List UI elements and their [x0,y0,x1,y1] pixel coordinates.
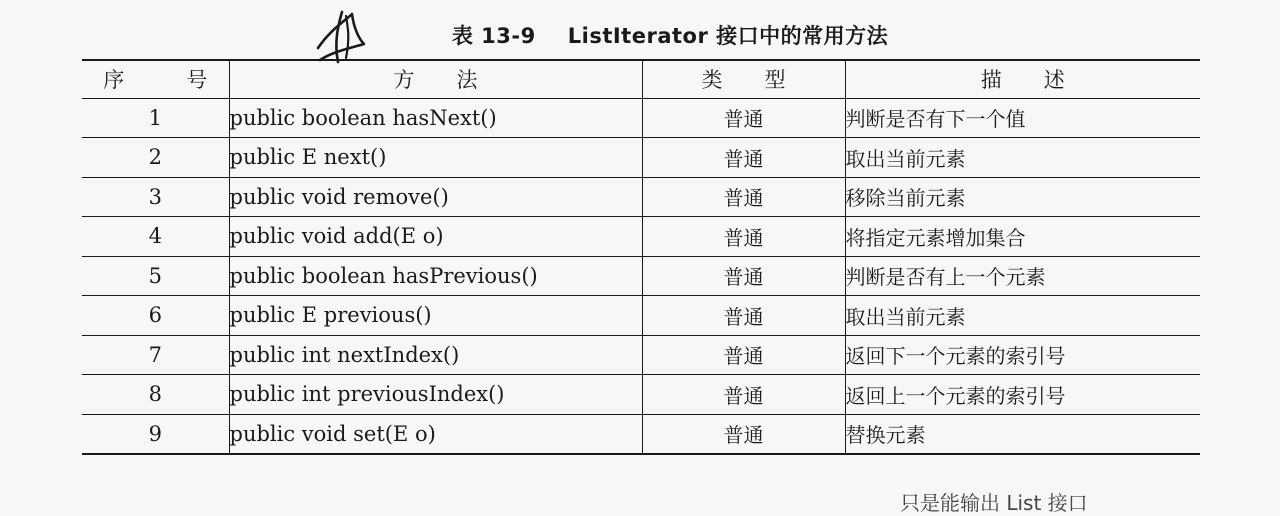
row-method: public E previous() [229,296,642,336]
row-method: public int previousIndex() [229,375,642,415]
row-method: public boolean hasNext() [229,98,642,138]
header-desc: 描 述 [845,60,1200,98]
row-type: 普通 [642,375,845,415]
table-row [82,296,1200,336]
methods-table [82,59,1200,455]
row-desc: 将指定元素增加集合 [845,217,1200,257]
row-no: 4 [148,224,162,249]
row-no: 7 [148,342,162,367]
table-title: ListIterator 接口中的常用方法 [567,24,889,48]
header-row [82,60,1200,98]
row-desc: 返回下一个元素的索引号 [845,335,1200,375]
header-type: 类 型 [642,60,845,98]
row-type: 普通 [642,177,845,217]
header-no: 序 号 [103,68,208,93]
row-no: 6 [148,303,162,328]
table-row [82,98,1200,138]
row-desc: 替换元素 [845,414,1200,454]
table-number: 表 13-9 [451,24,536,48]
table-row [82,256,1200,296]
table-row [82,414,1200,454]
table-row [82,217,1200,257]
row-no: 1 [148,105,162,130]
table-row [82,177,1200,217]
row-type: 普通 [642,256,845,296]
row-desc: 判断是否有上一个元素 [845,256,1200,296]
row-no: 9 [148,421,162,446]
row-type: 普通 [642,335,845,375]
row-desc: 取出当前元素 [845,296,1200,336]
row-no: 2 [148,145,162,170]
row-method: public E next() [229,138,642,178]
table-caption [0,20,1280,50]
table-row [82,375,1200,415]
row-no: 3 [148,184,162,209]
row-method: public void remove() [229,177,642,217]
header-method: 方 法 [229,60,642,98]
table-row [82,335,1200,375]
row-no: 5 [148,263,162,288]
row-type: 普通 [642,217,845,257]
row-method: public boolean hasPrevious() [229,256,642,296]
next-page-text-fragment: 只是能输出 List 接口 [900,491,1088,515]
row-no: 8 [148,382,162,407]
row-method: public int nextIndex() [229,335,642,375]
row-method: public void set(E o) [229,414,642,454]
row-desc: 取出当前元素 [845,138,1200,178]
row-type: 普通 [642,138,845,178]
row-desc: 移除当前元素 [845,177,1200,217]
row-type: 普通 [642,296,845,336]
row-type: 普通 [642,98,845,138]
row-method: public void add(E o) [229,217,642,257]
row-desc: 返回上一个元素的索引号 [845,375,1200,415]
table-row [82,138,1200,178]
row-desc: 判断是否有下一个值 [845,98,1200,138]
row-type: 普通 [642,414,845,454]
